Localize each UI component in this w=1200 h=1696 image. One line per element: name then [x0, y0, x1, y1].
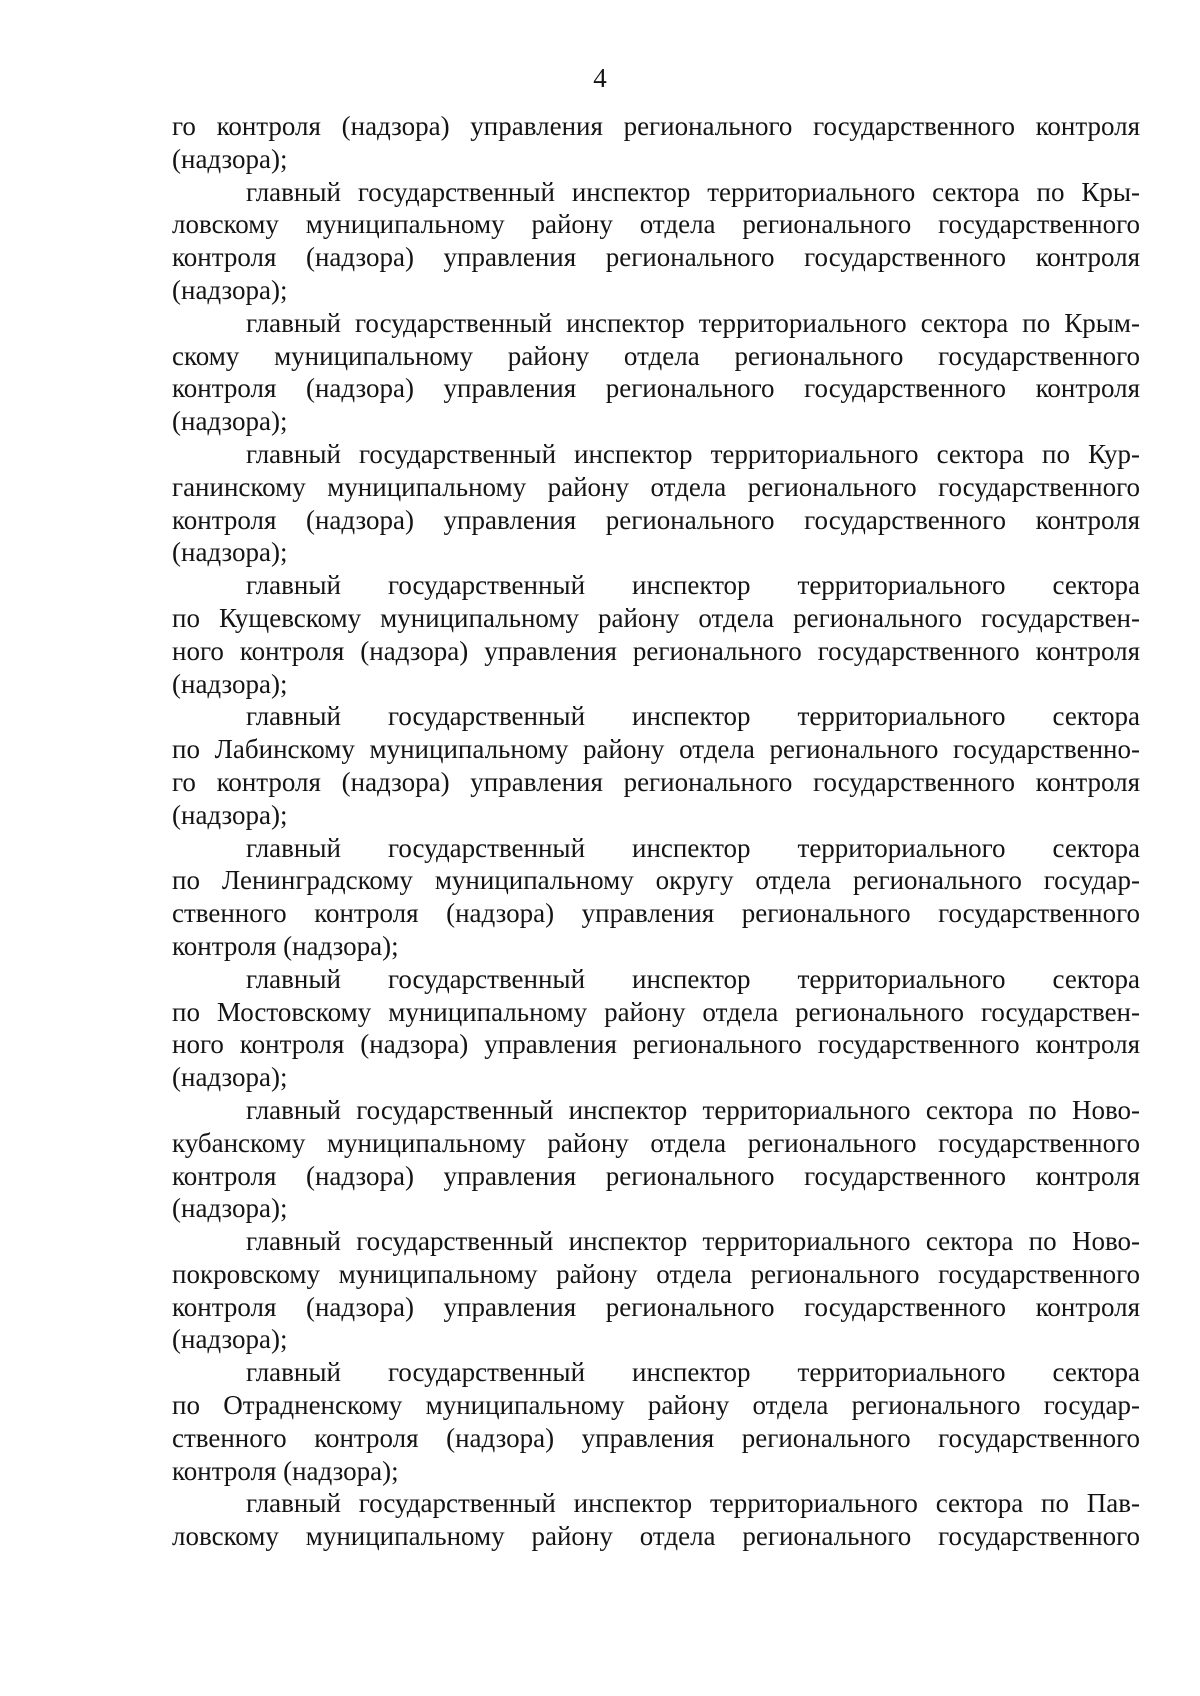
page-number: 4 — [593, 63, 607, 93]
paragraph-first-line: главный государственный инспектор территориального сектора по Кур- — [246, 438, 1140, 469]
text-line: контроля (надзора); — [172, 1455, 399, 1486]
text-line: кубанскому муниципальному району отдела регионального государственного — [172, 1127, 1140, 1158]
text-line: (надзора); — [172, 799, 288, 830]
text-line: ственного контроля (надзора) управления регионального государственного — [172, 898, 1140, 929]
paragraph-first-line: главный государственный инспектор территориального сектора по Ново- — [246, 1226, 1140, 1257]
text-line: ганинскому муниципальному району отдела регионального государственного — [172, 471, 1140, 502]
text-line: контроля (надзора) управления регионального государственного контроля — [172, 242, 1140, 273]
text-line: (надзора); — [172, 537, 288, 568]
text-line: ного контроля (надзора) управления регионального государственного контроля — [172, 1029, 1140, 1060]
text-line: контроля (надзора) управления регионального государственного контроля — [172, 1291, 1140, 1322]
text-line: (надзора); — [172, 406, 288, 437]
text-line: го контроля (надзора) управления регионального государственного контроля — [172, 111, 1140, 141]
text-line: по Ленинградскому муниципальному округу отдела регионального государ- — [172, 865, 1140, 896]
text-line: го контроля (надзора) управления регионального государственного контроля — [172, 766, 1140, 797]
paragraph-first-line: главный государственный инспектор территориального сектора — [246, 1357, 1140, 1388]
paragraph-first-line: главный государственный инспектор территориального сектора по Ново- — [246, 1094, 1140, 1125]
text-line: ного контроля (надзора) управления регионального государственного контроля — [172, 635, 1140, 666]
text-line: контроля (надзора) управления регионального государственного контроля — [172, 504, 1140, 535]
text-line: (надзора); — [172, 143, 288, 174]
text-line: (надзора); — [172, 1193, 288, 1224]
paragraph-first-line: главный государственный инспектор территориального сектора по Пав- — [246, 1488, 1140, 1519]
document-body — [172, 110, 1140, 1553]
text-line: ловскому муниципальному району отдела регионального государственного — [172, 209, 1140, 240]
text-line: по Мостовскому муниципальному району отдела регионального государствен- — [172, 996, 1140, 1027]
text-line: по Лабинскому муниципальному району отдела регионального государственно- — [172, 734, 1140, 765]
paragraph-first-line: главный государственный инспектор территориального сектора по Крым- — [246, 307, 1140, 338]
paragraph-first-line: главный государственный инспектор территориального сектора по Кры- — [246, 176, 1140, 207]
paragraph-first-line: главный государственный инспектор территориального сектора — [246, 832, 1140, 863]
text-line: (надзора); — [172, 668, 288, 699]
text-line: покровскому муниципальному району отдела регионального государственного — [172, 1258, 1140, 1289]
text-line: по Отрадненскому муниципальному району отдела регионального государ- — [172, 1390, 1140, 1421]
paragraph-first-line: главный государственный инспектор территориального сектора — [246, 570, 1140, 601]
paragraph-first-line: главный государственный инспектор территориального сектора — [246, 701, 1140, 732]
text-line: контроля (надзора) управления регионального государственного контроля — [172, 373, 1140, 404]
text-line: (надзора); — [172, 1062, 288, 1093]
paragraph-first-line: главный государственный инспектор территориального сектора — [246, 963, 1140, 994]
text-line: контроля (надзора); — [172, 930, 399, 961]
text-line: ственного контроля (надзора) управления регионального государственного — [172, 1422, 1140, 1453]
text-line: (надзора); — [172, 274, 288, 305]
text-line: контроля (надзора) управления регионального государственного контроля — [172, 1160, 1140, 1191]
text-line: по Кущевскому муниципальному району отдела регионального государствен- — [172, 602, 1140, 633]
text-line: ловскому муниципальному району отдела регионального государственного — [172, 1521, 1140, 1552]
text-line: скому муниципальному району отдела регионального государственного — [172, 340, 1140, 371]
text-line: (надзора); — [172, 1324, 288, 1355]
